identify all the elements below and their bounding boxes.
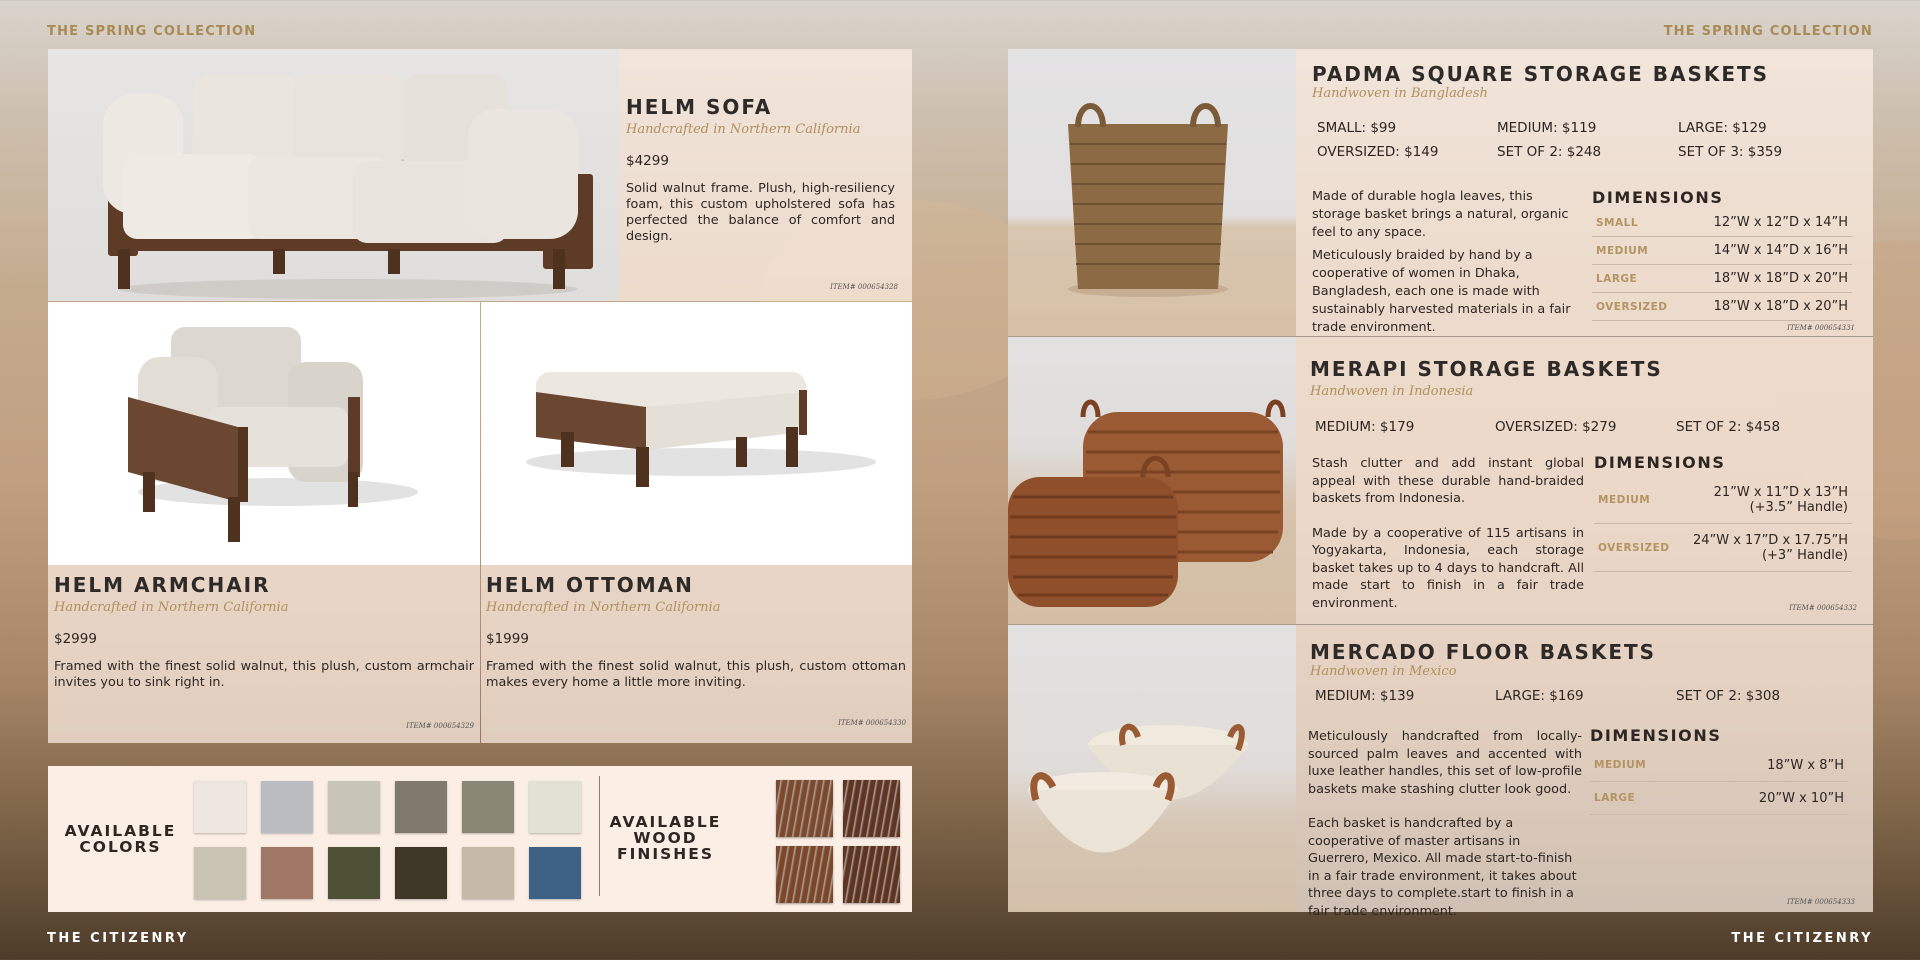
header-left: THE SPRING COLLECTION (47, 24, 257, 39)
dimension-value: 18”W x 18”D x 20”H (1713, 271, 1848, 286)
sofa-item-number: ITEM# 000654328 (830, 283, 898, 291)
ottoman-description: Framed with the finest solid walnut, this plush, custom ottoman makes every home a little more inviting. (486, 659, 906, 690)
wood-finish-swatch[interactable] (776, 846, 833, 903)
color-swatch[interactable] (194, 847, 246, 899)
sofa-origin: Handcrafted in Northern California (626, 122, 861, 137)
color-swatch[interactable] (462, 847, 514, 899)
mercado-price: MEDIUM: $139 (1315, 688, 1415, 704)
dimension-size-label: MEDIUM (1596, 244, 1649, 257)
wood-label-line3: FINISHES (617, 845, 714, 863)
dimension-size-label: LARGE (1596, 272, 1638, 285)
dimension-value-line2: (+3” Handle) (1761, 547, 1848, 563)
padma-dimension-row (1592, 293, 1852, 321)
sofa-title: HELM SOFA (626, 95, 773, 119)
armchair-photo (48, 302, 480, 565)
colors-label-line1: AVAILABLE (64, 822, 177, 840)
mercado-desc-1: Meticulously handcrafted from locally-sourced palm leaves and accented with luxe leather handles, this set of low-profile baskets make stashing clutter look good. (1308, 729, 1582, 797)
ottoman-info-panel (481, 565, 912, 743)
merapi-origin: Handwoven in Indonesia (1310, 384, 1474, 399)
padma-price: LARGE: $129 (1678, 120, 1767, 136)
mercado-info-panel (1296, 625, 1873, 919)
merapi-description (1312, 455, 1584, 612)
merapi-desc-2: Made by a cooperative of 115 artisans in Yogyakarta, Indonesia, each storage basket takes up to 4 days to handcraft. All made start to finish in a fair trade environment. (1312, 525, 1584, 611)
footer-brand-left: THE CITIZENRY (47, 931, 189, 946)
mercado-dimension-row (1590, 782, 1848, 815)
mercado-basket-image (1008, 625, 1296, 912)
sofa-description: Solid walnut frame. Plush, high-resiliency foam, this custom upholstered sofa has perfected the balance of comfort and design. (626, 181, 895, 244)
divider (599, 776, 600, 896)
dimension-value: 12”W x 12”D x 14”H (1713, 215, 1848, 230)
color-swatch[interactable] (529, 847, 581, 899)
mercado-price: LARGE: $169 (1495, 688, 1584, 704)
color-swatch[interactable] (529, 781, 581, 833)
wood-label-line1: AVAILABLE (609, 813, 722, 831)
mercado-dimensions (1590, 726, 1848, 815)
merapi-price: OVERSIZED: $279 (1495, 419, 1617, 435)
mercado-origin: Handwoven in Mexico (1310, 664, 1457, 679)
merapi-info-panel (1296, 337, 1873, 624)
dimension-value-line1: 24”W x 17”D x 17.75”H (1692, 532, 1848, 548)
merapi-basket-image (1008, 337, 1296, 624)
colors-label (58, 823, 183, 855)
color-swatch[interactable] (462, 781, 514, 833)
ottoman-title: HELM OTTOMAN (486, 573, 694, 597)
padma-dimension-row (1592, 265, 1852, 293)
dimension-size-label: LARGE (1594, 792, 1636, 804)
mercado-desc-2: Each basket is handcrafted by a cooperative of master artisans in Guerrero, Mexico. All made start-to-finish in a fair trade environment, it takes about three days to complete.start to finish in a fair trade environment. (1308, 816, 1577, 919)
dimension-value-line2: (+3.5” Handle) (1749, 499, 1848, 515)
armchair-price: $2999 (54, 631, 97, 647)
ottoman-price: $1999 (486, 631, 529, 647)
wood-finish-swatch[interactable] (776, 780, 833, 837)
color-swatch[interactable] (261, 781, 313, 833)
dimension-value (1693, 533, 1848, 563)
color-swatch[interactable] (261, 847, 313, 899)
merapi-dimensions-title: DIMENSIONS (1594, 453, 1726, 472)
merapi-dimension-table (1594, 476, 1852, 572)
padma-title: PADMA SQUARE STORAGE BASKETS (1312, 62, 1770, 86)
sofa-info-panel (619, 49, 912, 301)
ottoman-image (481, 302, 912, 565)
padma-price: SMALL: $99 (1317, 120, 1397, 136)
padma-dimension-row (1592, 209, 1852, 237)
armchair-image (48, 302, 480, 565)
padma-price: SET OF 2: $248 (1497, 144, 1602, 160)
padma-info-panel (1296, 49, 1873, 336)
armchair-title: HELM ARMCHAIR (54, 573, 271, 597)
merapi-price: SET OF 2: $458 (1676, 419, 1781, 435)
header-right: THE SPRING COLLECTION (1663, 24, 1873, 39)
padma-desc-2: Meticulously braided by hand by a cooperative of women in Dhaka, Bangladesh, each one is made with sustainably harvested materials in a fair trade environment. (1312, 248, 1571, 335)
padma-price: MEDIUM: $119 (1497, 120, 1597, 136)
mercado-price-list (1310, 688, 1857, 704)
mercado-description (1308, 728, 1582, 920)
dimension-value: 14”W x 14”D x 16”H (1713, 243, 1848, 258)
padma-price-list (1312, 120, 1857, 160)
ottoman-item-number: ITEM# 000654330 (838, 719, 906, 727)
mercado-dimension-table (1590, 749, 1848, 815)
sofa-price: $4299 (626, 153, 669, 169)
padma-dimensions (1592, 188, 1852, 321)
padma-price: OVERSIZED: $149 (1317, 144, 1439, 160)
dimension-value-line1: 21”W x 11”D x 13”H (1713, 484, 1848, 500)
options-panel (48, 766, 912, 912)
wood-finish-swatch[interactable] (843, 846, 900, 903)
dimension-value: 20”W x 10”H (1758, 790, 1844, 806)
mercado-photo (1008, 625, 1296, 912)
padma-basket-image (1008, 49, 1296, 336)
color-swatch[interactable] (395, 847, 447, 899)
color-swatch[interactable] (328, 847, 380, 899)
padma-dimension-row (1592, 237, 1852, 265)
footer-brand-right: THE CITIZENRY (1731, 931, 1873, 946)
wood-finishes-label (603, 814, 728, 862)
dimension-value: 18”W x 18”D x 20”H (1713, 299, 1848, 314)
mercado-item-number: ITEM# 000654333 (1787, 898, 1855, 906)
merapi-dimension-row (1594, 476, 1852, 524)
ottoman-origin: Handcrafted in Northern California (486, 600, 721, 615)
armchair-origin: Handcrafted in Northern California (54, 600, 289, 615)
padma-description (1312, 188, 1584, 337)
mercado-dimensions-title: DIMENSIONS (1590, 726, 1722, 745)
dimension-size-label: OVERSIZED (1596, 300, 1668, 313)
ottoman-photo (481, 302, 912, 565)
dimension-value (1714, 485, 1848, 515)
padma-dimension-table (1592, 209, 1852, 321)
mercado-title: MERCADO FLOOR BASKETS (1310, 640, 1657, 664)
dimension-size-label: MEDIUM (1594, 759, 1647, 771)
dimension-value: 18”W x 8”H (1767, 757, 1844, 773)
armchair-description: Framed with the finest solid walnut, this plush, custom armchair invites you to sink right in. (54, 659, 474, 690)
dimension-size-label: MEDIUM (1598, 493, 1651, 506)
merapi-title: MERAPI STORAGE BASKETS (1310, 357, 1663, 381)
merapi-desc-1: Stash clutter and add instant global appeal with these durable hand-braided baskets from Indonesia. (1312, 456, 1584, 506)
padma-price: SET OF 3: $359 (1678, 144, 1783, 160)
merapi-dimensions (1594, 453, 1852, 572)
dimension-size-label: OVERSIZED (1598, 541, 1670, 554)
padma-item-number: ITEM# 000654331 (1787, 324, 1855, 332)
merapi-dimension-row (1594, 524, 1852, 572)
sofa-image (48, 49, 619, 301)
color-swatch[interactable] (395, 781, 447, 833)
color-swatch[interactable] (194, 781, 246, 833)
merapi-photo (1008, 337, 1296, 624)
padma-dimensions-title: DIMENSIONS (1592, 188, 1724, 207)
padma-origin: Handwoven in Bangladesh (1312, 86, 1488, 101)
merapi-price-list (1310, 419, 1857, 435)
sofa-photo (48, 49, 619, 301)
color-swatch[interactable] (328, 781, 380, 833)
merapi-item-number: ITEM# 000654332 (1789, 604, 1857, 612)
mercado-dimension-row (1590, 749, 1848, 782)
padma-photo (1008, 49, 1296, 336)
padma-desc-1: Made of durable hogla leaves, this storage basket brings a natural, organic feel to any space. (1312, 189, 1569, 240)
dimension-size-label: SMALL (1596, 216, 1639, 229)
merapi-price: MEDIUM: $179 (1315, 419, 1415, 435)
mercado-price: SET OF 2: $308 (1676, 688, 1781, 704)
wood-finish-swatch[interactable] (843, 780, 900, 837)
armchair-info-panel (48, 565, 480, 743)
armchair-item-number: ITEM# 000654329 (406, 722, 474, 730)
colors-label-line2: COLORS (79, 838, 162, 856)
wood-label-line2: WOOD (633, 829, 698, 847)
